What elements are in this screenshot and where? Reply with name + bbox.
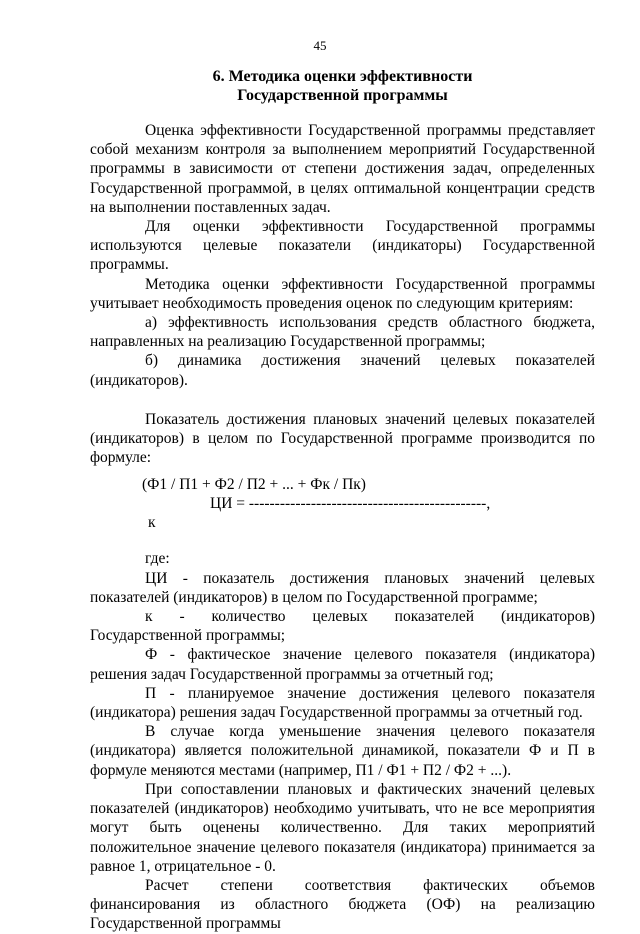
formula <box>90 475 595 547</box>
paragraph-intro: Оценка эффективности Государственной программы представляет собой механизм контроля за выполнением мероприятий Государственной программы в зависимости от степени достижения задач, определенных Государственной программой, в целях оптимальной концентрации средств на выполнении поставленных задач. <box>90 122 595 216</box>
definition-ci: ЦИ - показатель достижения плановых значений целевых показателей (индикаторов) в целом по Государственной программе; <box>90 569 595 606</box>
definition-f: Ф - фактическое значение целевого показателя (индикатора) решения задач Государственной программы за отчетный год; <box>90 646 595 683</box>
definition-p: П - планируемое значение достижения целевого показателя (индикатора) решения задач Государственной программы за отчетный год. <box>90 684 595 722</box>
spacer <box>90 390 595 410</box>
paragraph-inverse-case: В случае когда уменьшение значения целевого показателя (индикатора) является положительной динамикой, показатели Ф и П в формуле меняются местами (например, П1 / Ф1 + П2 / Ф2 + ...). <box>90 723 595 779</box>
paragraph-formula-intro: Показатель достижения плановых значений целевых показателей (индикаторов) в целом по Государственной программе производится по формуле: <box>90 410 595 467</box>
paragraph-indicators: Для оценки эффективности Государственной программы используются целевые показатели (индикаторы) Государственной программы. <box>90 218 595 274</box>
page-number: 45 <box>313 38 327 53</box>
document-body <box>90 121 595 934</box>
paragraph-financing: Расчет степени соответствия фактических объемов финансирования из областного бюджета (ОФ) на реализацию Государственной программы <box>90 876 595 933</box>
criterion-a: а) эффективность использования средств областного бюджета, направленных на реализацию Государственной программы; <box>90 314 595 351</box>
definition-k: к - количество целевых показателей (индикаторов) Государственной программы; <box>90 608 595 645</box>
section-title <box>90 67 595 105</box>
section-title-line-2: Государственной программы <box>237 87 448 104</box>
section-title-line-1: 6. Методика оценки эффективности <box>212 68 473 85</box>
formula-lhs: ЦИ = ----------------------------------------------, <box>210 495 491 513</box>
formula-numerator: (Ф1 / П1 + Ф2 / П2 + ... + Фк / Пк) <box>142 476 366 494</box>
formula-denominator: к <box>148 514 156 532</box>
definitions-where: где: <box>145 550 170 568</box>
paragraph-comparison: При сопоставлении плановых и фактических значений целевых показателей (индикаторов) необходимо учитывать, что не все мероприятия могут быть оценены количественно. Для таких мероприятий положительное значение целевого показателя (индикатора) принимается за равное 1, отрицательное - 0. <box>90 780 595 875</box>
criterion-b: б) динамика достижения значений целевых показателей (индикаторов). <box>90 352 595 389</box>
paragraph-criteria: Методика оценки эффективности Государственной программы учитывает необходимость проведения оценок по следующим критериям: <box>90 275 595 312</box>
